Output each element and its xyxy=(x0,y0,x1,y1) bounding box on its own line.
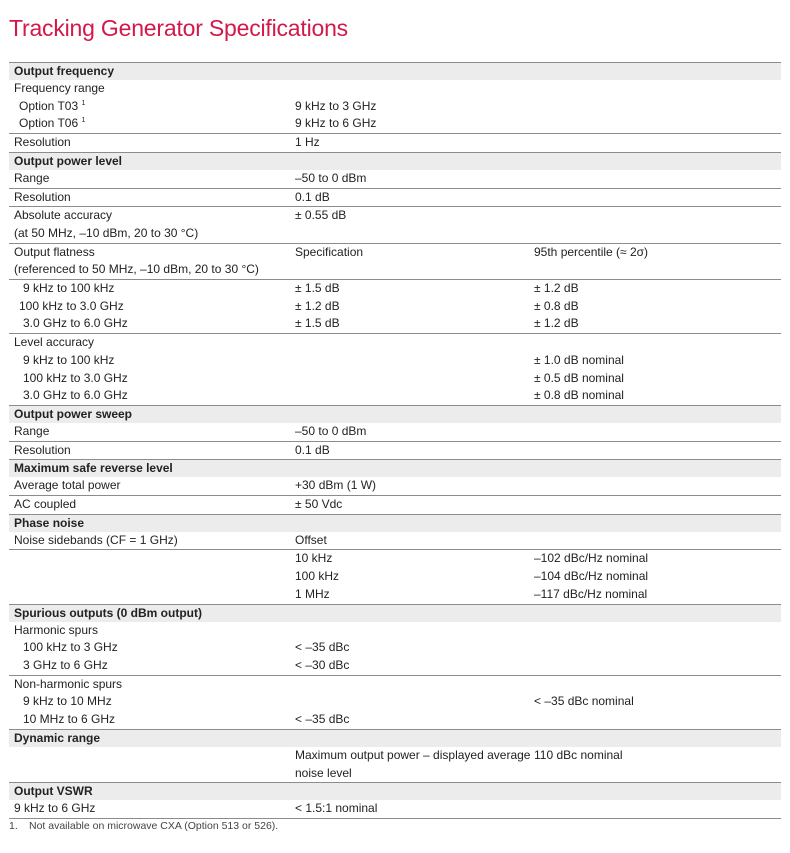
non-harmonic-spec xyxy=(290,693,529,711)
table-row xyxy=(9,765,781,783)
table-row xyxy=(9,477,781,495)
table-row xyxy=(9,188,781,207)
flatness-percentile-value: ± 1.2 dB xyxy=(534,316,579,331)
table-row xyxy=(9,586,781,604)
non-harmonic-spurs-label: Non-harmonic spurs xyxy=(14,676,123,691)
table-row xyxy=(9,333,781,352)
table-row xyxy=(9,206,781,225)
phase-noise-offset: 100 kHz xyxy=(295,569,340,584)
flatness-percentile-header: 95th percentile (≈ 2σ) xyxy=(534,244,649,259)
phase-noise-value: –117 dBc/Hz nominal xyxy=(534,586,648,601)
average-total-power-label: Average total power xyxy=(14,478,121,493)
non-harmonic-band-label: 10 MHz to 6 GHz xyxy=(23,712,116,727)
table-row xyxy=(9,387,781,405)
range-label: Range xyxy=(14,170,50,185)
table-row xyxy=(9,170,781,188)
table-row xyxy=(9,370,781,388)
absolute-accuracy-condition: (at 50 MHz, –10 dBm, 20 to 30 °C) xyxy=(14,225,199,240)
table-row xyxy=(9,800,781,818)
ac-coupled-value: ± 50 Vdc xyxy=(295,497,343,512)
frequency-range-label: Frequency range xyxy=(14,81,105,95)
range-label: Range xyxy=(14,423,50,438)
page-title: Tracking Generator Specifications xyxy=(9,15,348,41)
table-row xyxy=(9,115,781,133)
level-accuracy-band-label: 100 kHz to 3.0 GHz xyxy=(23,370,128,385)
flatness-spec-value: ± 1.5 dB xyxy=(295,281,340,296)
table-row xyxy=(9,495,781,514)
table-row xyxy=(9,675,781,694)
footnote-text: Not available on microwave CXA (Option 513 or 526). xyxy=(29,820,279,832)
harmonic-value: < –35 dBc xyxy=(295,640,350,655)
footnote-ref: 1 xyxy=(81,99,86,107)
option-t06-value: 9 kHz to 6 GHz xyxy=(295,116,377,131)
option-t03-label: Option T03 $^1$ xyxy=(19,98,86,113)
harmonic-value: < –30 dBc xyxy=(295,657,350,672)
section-header-max-safe-reverse-level: Maximum safe reverse level xyxy=(9,459,781,477)
absolute-accuracy-label: Absolute accuracy xyxy=(14,208,113,223)
table-row xyxy=(9,549,781,568)
harmonic-spurs-label: Harmonic spurs xyxy=(14,622,99,637)
table-row xyxy=(9,98,781,116)
phase-noise-value: –102 dBc/Hz nominal xyxy=(534,551,649,566)
non-harmonic-nominal xyxy=(529,711,781,729)
range-value: –50 to 0 dBm xyxy=(295,170,367,185)
table-row xyxy=(9,657,781,675)
non-harmonic-spec: < –35 dBc xyxy=(295,712,350,727)
table-bottom-rule xyxy=(9,818,781,819)
section-header-spurious-outputs: Spurious outputs (0 dBm output) xyxy=(9,604,781,622)
table-row xyxy=(9,279,781,298)
phase-noise-offset: 10 kHz xyxy=(295,551,333,566)
section-header-output-power-sweep: Output power sweep xyxy=(9,405,781,423)
level-accuracy-band-label: 3.0 GHz to 6.0 GHz xyxy=(23,388,128,403)
resolution-value: 0.1 dB xyxy=(295,189,330,204)
table-row xyxy=(9,80,781,98)
table-row xyxy=(9,693,781,711)
table-row xyxy=(9,315,781,333)
resolution-label: Resolution xyxy=(14,189,71,204)
table-row xyxy=(9,352,781,370)
flatness-percentile-value: ± 0.8 dB xyxy=(534,298,579,313)
section-header-output-power-level: Output power level xyxy=(9,152,781,170)
vswr-band-label: 9 kHz to 6 GHz xyxy=(14,801,96,816)
flatness-band-label: 3.0 GHz to 6.0 GHz xyxy=(23,316,128,331)
flatness-band-label: 9 kHz to 100 kHz xyxy=(23,281,115,296)
level-accuracy-value: ± 0.5 dB nominal xyxy=(534,370,624,385)
range-value: –50 to 0 dBm xyxy=(295,423,367,438)
flatness-spec-value: ± 1.5 dB xyxy=(295,316,340,331)
section-header-output-vswr: Output VSWR xyxy=(9,782,781,800)
section-header-output-frequency: Output frequency xyxy=(9,62,781,80)
table-row xyxy=(9,747,781,765)
option-t06-label: Option T06 $^1$ xyxy=(19,116,86,131)
average-total-power-value: +30 dBm (1 W) xyxy=(295,478,377,493)
dynamic-range-value: 110 dBc nominal xyxy=(534,747,623,762)
level-accuracy-label: Level accuracy xyxy=(14,335,95,350)
level-accuracy-value: ± 1.0 dB nominal xyxy=(534,352,624,367)
table-row xyxy=(9,423,781,441)
section-header-dynamic-range: Dynamic range xyxy=(9,729,781,747)
table-row xyxy=(9,243,781,262)
table-row xyxy=(9,133,781,152)
output-flatness-condition: (referenced to 50 MHz, –10 dBm, 20 to 30 °C) xyxy=(14,262,259,277)
table-row xyxy=(9,639,781,657)
table-row xyxy=(9,532,781,550)
table-row xyxy=(9,225,781,243)
dynamic-range-description-line1: Maximum output power – displayed average xyxy=(295,747,531,762)
footnote-ref: 1 xyxy=(81,117,86,125)
absolute-accuracy-value: ± 0.55 dB xyxy=(295,208,347,223)
harmonic-band-label: 100 kHz to 3 GHz xyxy=(23,640,118,655)
flatness-percentile-value: ± 1.2 dB xyxy=(534,281,579,296)
level-accuracy-value: ± 0.8 dB nominal xyxy=(534,388,624,403)
flatness-spec-value: ± 1.2 dB xyxy=(295,298,340,313)
section-header-phase-noise: Phase noise xyxy=(9,514,781,532)
resolution-label: Resolution xyxy=(14,135,71,150)
noise-sidebands-label: Noise sidebands (CF = 1 GHz) xyxy=(14,532,178,547)
footnote xyxy=(9,820,278,832)
offset-header: Offset xyxy=(295,532,327,547)
phase-noise-offset: 1 MHz xyxy=(295,586,330,601)
table-row xyxy=(9,568,781,586)
vswr-value: < 1.5:1 nominal xyxy=(295,801,378,816)
table-row xyxy=(9,622,781,640)
table-row xyxy=(9,441,781,460)
resolution-value: 1 Hz xyxy=(295,135,320,150)
phase-noise-value: –104 dBc/Hz nominal xyxy=(534,569,649,584)
table-row xyxy=(9,261,781,279)
ac-coupled-label: AC coupled xyxy=(14,497,77,512)
resolution-value: 0.1 dB xyxy=(295,442,330,457)
spec-table xyxy=(9,62,781,819)
dynamic-range-description-line2: noise level xyxy=(295,765,352,780)
non-harmonic-band-label: 9 kHz to 10 MHz xyxy=(23,694,112,709)
output-flatness-label: Output flatness xyxy=(14,244,95,259)
level-accuracy-band-label: 9 kHz to 100 kHz xyxy=(23,352,115,367)
footnote-number: 1. xyxy=(9,820,18,832)
table-row xyxy=(9,298,781,316)
option-t03-value: 9 kHz to 3 GHz xyxy=(295,98,377,113)
resolution-label: Resolution xyxy=(14,442,71,457)
flatness-band-label: 100 kHz to 3.0 GHz xyxy=(19,298,124,313)
non-harmonic-nominal: < –35 dBc nominal xyxy=(534,694,634,709)
table-row xyxy=(9,711,781,729)
flatness-spec-header: Specification xyxy=(295,244,364,259)
harmonic-band-label: 3 GHz to 6 GHz xyxy=(23,657,108,672)
